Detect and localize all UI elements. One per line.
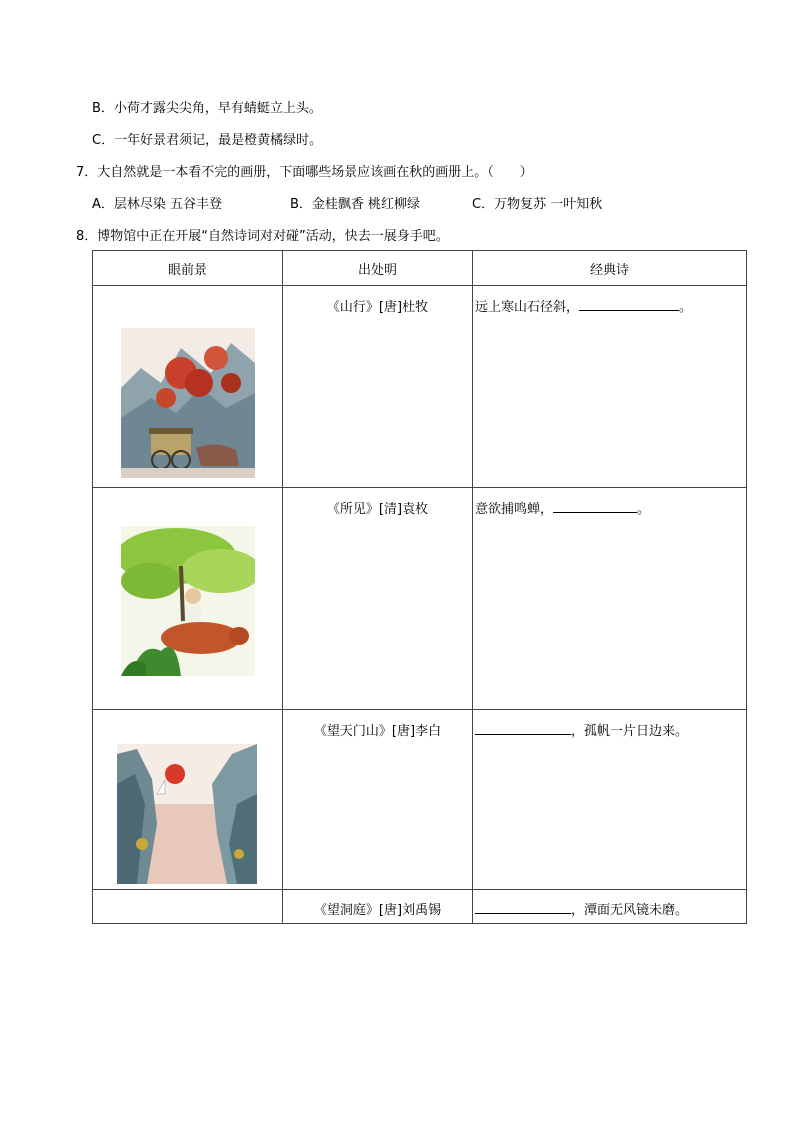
question-6-option-c: C．一年好景君须记，最是橙黄橘绿时。 <box>92 133 323 148</box>
answer-blank[interactable] <box>579 298 679 311</box>
source-cell: 《望洞庭》[唐]刘禹锡 <box>283 890 473 924</box>
verse-text: 。 <box>679 300 693 315</box>
verse-cell <box>473 488 747 710</box>
table-row <box>93 286 747 488</box>
verse-text: 意欲捕鸣蝉， <box>475 502 554 517</box>
question-7-text: 7．大自然就是一本看不完的画册，下面哪些场景应该画在秋的画册上。（ ） <box>76 165 533 180</box>
question-7-option-a[interactable]: A．层林尽染 五谷丰登 <box>92 197 223 212</box>
scene-tianmen-image-cell <box>93 710 283 890</box>
autumn-mountain-painting <box>121 328 255 478</box>
table-header-row <box>93 251 747 286</box>
header-source: 出处明 <box>283 251 473 286</box>
header-scene: 眼前景 <box>93 251 283 286</box>
verse-text: 。 <box>637 502 651 517</box>
verse-text: 远上寒山石径斜， <box>475 300 580 315</box>
verse-cell <box>473 286 747 488</box>
scene-cowherd-image-cell <box>93 488 283 710</box>
verse-text: ，潭面无风镜未磨。 <box>571 903 689 918</box>
cowherd-boy-painting <box>121 526 255 676</box>
table-row <box>93 890 747 924</box>
source-cell: 《山行》[唐]杜牧 <box>283 286 473 488</box>
table-row <box>93 488 747 710</box>
verse-cell <box>473 890 747 924</box>
verse-cell <box>473 710 747 890</box>
question-6-option-b: B．小荷才露尖尖角，早有蜻蜓立上头。 <box>92 101 322 116</box>
answer-blank[interactable] <box>553 500 637 513</box>
empty-image-cell <box>93 890 283 924</box>
answer-blank[interactable] <box>475 722 571 735</box>
question-7-options <box>92 196 602 214</box>
header-poem: 经典诗 <box>473 251 747 286</box>
scene-mountain-image-cell <box>93 286 283 488</box>
verse-text: ，孤帆一片日边来。 <box>571 724 689 739</box>
source-cell: 《望天门山》[唐]李白 <box>283 710 473 890</box>
question-7-option-c[interactable]: C．万物复苏 一叶知秋 <box>472 197 603 212</box>
question-7-option-b[interactable]: B．金桂飘香 桃红柳绿 <box>290 197 421 212</box>
answer-blank[interactable] <box>475 901 571 914</box>
source-cell: 《所见》[清]袁枚 <box>283 488 473 710</box>
question-8-text: 8．博物馆中正在开展“自然诗词对对碰”活动，快去一展身手吧。 <box>76 229 449 244</box>
poem-matching-table <box>92 250 747 924</box>
table-row <box>93 710 747 890</box>
tianmen-mountain-painting <box>117 744 257 884</box>
